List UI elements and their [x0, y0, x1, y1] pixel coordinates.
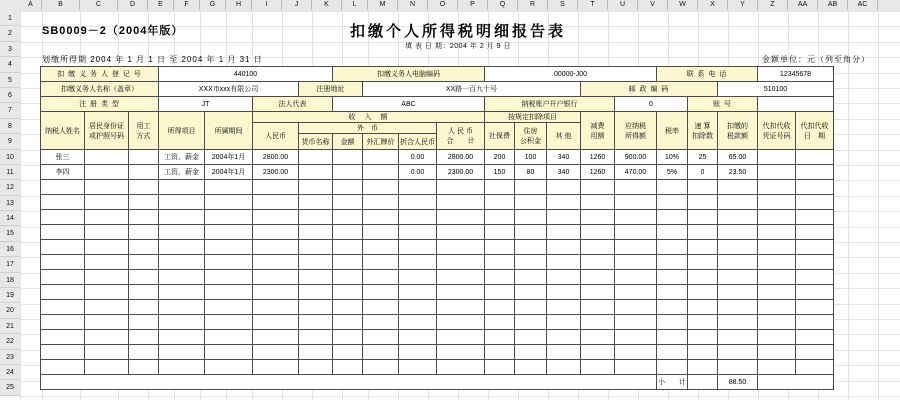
column-header-P[interactable]: P — [458, 0, 488, 10]
table-row[interactable] — [41, 300, 834, 315]
column-header-O[interactable]: O — [428, 0, 458, 10]
amount-unit-label: 金额单位：元（列至角分） — [762, 55, 870, 64]
column-header-E[interactable]: E — [148, 0, 174, 10]
row-header-20[interactable]: 20 — [0, 303, 20, 318]
table-row[interactable] — [41, 345, 834, 360]
column-header-B[interactable]: B — [42, 0, 80, 10]
column-header-L[interactable]: L — [342, 0, 368, 10]
table-row[interactable] — [41, 180, 834, 195]
table-row[interactable] — [41, 330, 834, 345]
row-header-24[interactable]: 24 — [0, 365, 20, 380]
column-header-Y[interactable]: Y — [728, 0, 758, 10]
table-row[interactable] — [41, 360, 834, 375]
row-header-13[interactable]: 13 — [0, 196, 20, 211]
row-header-1[interactable]: 1 — [0, 11, 20, 26]
table-row[interactable] — [41, 255, 834, 270]
period-label: 划缴所得期 2004 年 1 月 1 日 至 2004 年 1 月 31 日 — [42, 55, 263, 64]
column-header-Q[interactable]: Q — [488, 0, 518, 10]
row-headers — [0, 11, 21, 396]
column-header-S[interactable]: S — [548, 0, 578, 10]
table-row[interactable] — [41, 285, 834, 300]
table-row[interactable]: 李四 工资、薪金 2004年1月 2300.00 0.00 2300.00 150 80 340 1260 470.00 5% 0 23.50 — [41, 165, 834, 180]
row-header-3[interactable]: 3 — [0, 42, 20, 57]
column-header-X[interactable]: X — [698, 0, 728, 10]
column-header-U[interactable]: U — [608, 0, 638, 10]
table-header-group-row: 纳税人姓名 居民身份证 或护照号码 用工 方式 所得项目 所属期间 收 入 额 按规定扣除项目 减费 用额 应纳税 所得额 税率 速 算 扣除数 扣缴的 税款额 代扣代收 凭证号码 代扣代收 日 期 — [41, 112, 834, 123]
table-row[interactable] — [41, 210, 834, 225]
row-header-2[interactable]: 2 — [0, 26, 20, 41]
row-header-11[interactable]: 11 — [0, 165, 20, 180]
row-header-15[interactable]: 15 — [0, 226, 20, 241]
column-header-AB[interactable]: AB — [818, 0, 848, 10]
column-header-A[interactable]: A — [20, 0, 42, 10]
row-header-7[interactable]: 7 — [0, 103, 20, 118]
row-header-5[interactable]: 5 — [0, 73, 20, 88]
column-header-G[interactable]: G — [200, 0, 226, 10]
info-row: 注 册 类 型 JT 法人代表 ABC 纳税账户开户银行 0 账 号 — [41, 97, 834, 112]
table-row[interactable] — [41, 315, 834, 330]
row-header-21[interactable]: 21 — [0, 319, 20, 334]
row-header-14[interactable]: 14 — [0, 211, 20, 226]
column-header-D[interactable]: D — [118, 0, 148, 10]
table-header-sub-row: 人民币 外 币 人 民 币 合 计 社保费 住房 公积金 其 他 — [41, 123, 834, 134]
gridline-horizontal — [20, 11, 900, 12]
row-header-8[interactable]: 8 — [0, 119, 20, 134]
column-header-C[interactable]: C — [80, 0, 118, 10]
table-header-row: 货币名称 金额 外汇牌价 折合人民币 — [41, 134, 834, 150]
table-row[interactable]: 张三 工资、薪金 2004年1月 2800.00 0.00 2800.00 200 100 340 1260 900.00 10% 25 65.00 — [41, 150, 834, 165]
row-header-10[interactable]: 10 — [0, 150, 20, 165]
gridline-vertical — [20, 11, 21, 400]
column-header-W[interactable]: W — [668, 0, 698, 10]
column-header-F[interactable]: F — [174, 0, 200, 10]
row-header-22[interactable]: 22 — [0, 334, 20, 349]
column-header-R[interactable]: R — [518, 0, 548, 10]
column-header-H[interactable]: H — [226, 0, 252, 10]
row-header-12[interactable]: 12 — [0, 180, 20, 195]
column-header-M[interactable]: M — [368, 0, 398, 10]
fill-date: 填 表 日 期：2004 年 2 月 9 日 — [405, 43, 511, 50]
total-label: 小 计 — [657, 375, 688, 390]
row-header-23[interactable]: 23 — [0, 350, 20, 365]
report-table — [40, 66, 834, 390]
column-header-J[interactable]: J — [282, 0, 312, 10]
row-header-25[interactable]: 25 — [0, 380, 20, 395]
row-header-17[interactable]: 17 — [0, 257, 20, 272]
gridline-vertical — [848, 11, 849, 400]
row-header-9[interactable]: 9 — [0, 134, 20, 149]
row-header-16[interactable]: 16 — [0, 242, 20, 257]
table-row[interactable] — [41, 225, 834, 240]
column-header-T[interactable]: T — [578, 0, 608, 10]
document-number: SB0009－2（2004年版） — [42, 25, 184, 37]
info-row: 扣 缴 义 务 人 登 记 号 440100 扣缴义务人电脑编码 00000-J00 联 系 电 话 12345678 — [41, 67, 834, 82]
page-title: 扣缴个人所得税明细报告表 — [349, 24, 566, 40]
gridline-vertical — [878, 11, 879, 400]
column-header-K[interactable]: K — [312, 0, 342, 10]
table-row[interactable] — [41, 195, 834, 210]
column-header-N[interactable]: N — [398, 0, 428, 10]
table-row[interactable] — [41, 240, 834, 255]
row-header-6[interactable]: 6 — [0, 88, 20, 103]
column-header-AC[interactable]: AC — [848, 0, 878, 10]
column-header-AA[interactable]: AA — [788, 0, 818, 10]
total-value: 88.50 — [718, 375, 758, 390]
row-header-4[interactable]: 4 — [0, 57, 20, 72]
info-row: 扣缴义务人名称（盖章） XXX市xxx有限公司 注册地址 XX路一百九十号 邮 政 编 码 510100 — [41, 82, 834, 97]
column-header-Z[interactable]: Z — [758, 0, 788, 10]
row-header-19[interactable]: 19 — [0, 288, 20, 303]
gridline-horizontal — [20, 396, 900, 397]
cell-grid[interactable] — [20, 11, 900, 400]
column-header-I[interactable]: I — [252, 0, 282, 10]
total-row — [41, 375, 834, 390]
column-header-V[interactable]: V — [638, 0, 668, 10]
row-header-18[interactable]: 18 — [0, 273, 20, 288]
table-row[interactable] — [41, 270, 834, 285]
